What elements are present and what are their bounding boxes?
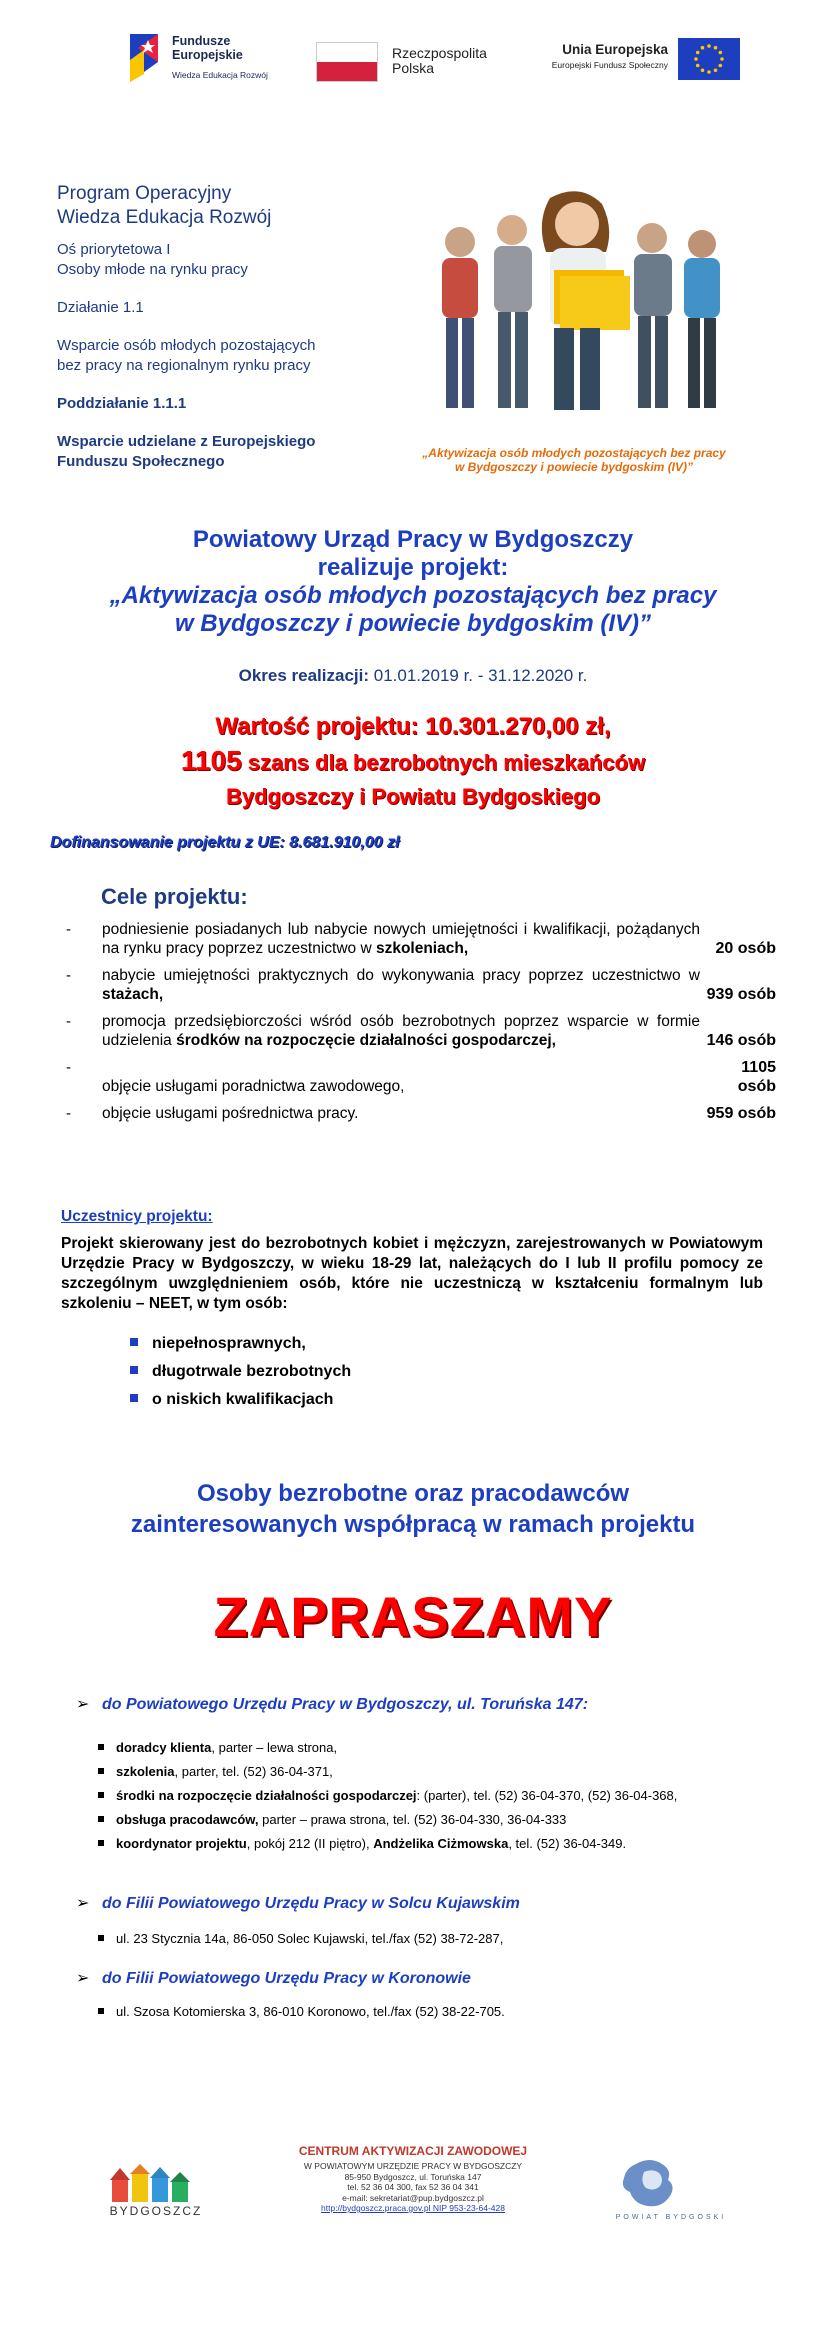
goal-text: objęcie usługami poradnictwa zawodowego,: [102, 1078, 405, 1095]
location-solec-list: [98, 1931, 503, 1955]
location-main-title: ➢ do Powiatowego Urzędu Pracy w Bydgoszczy, ul. Toruńska 147:: [76, 1696, 589, 1713]
dash-bullet: -: [66, 1013, 71, 1030]
sub-measure: Poddziałanie 1.1.1: [57, 395, 187, 412]
polish-flag-icon: [316, 42, 378, 82]
location-koronowo-list: [98, 2004, 505, 2028]
eu-star-icon: [720, 57, 724, 61]
dash-bullet: -: [66, 1105, 71, 1122]
fe-title: Fundusze Europejskie: [172, 34, 243, 62]
square-bullet-icon: [98, 1816, 104, 1822]
goal-count: 959 osób: [706, 1105, 776, 1122]
rzeczpospolita-logo: [316, 38, 506, 84]
eu-star-icon: [696, 51, 700, 55]
website-link[interactable]: http://bydgoszcz.praca.gov.pl NIP 953-23-64-428: [321, 2203, 505, 2213]
participants-description: Projekt skierowany jest do bezrobotnych kobiet i mężczyzn, zarejestrowanych w Powiatowym Urzędzie Pracy w Bydgoszczy, w wieku 18-29 lat, należących do I lub II profilu pomocy ze szczególnym uwzględnieniem osób, które nie uczestniczą w kształceniu formalnym lub szkoleniu – NEET, w tym osób:: [61, 1235, 763, 1312]
goal-text: promocja przedsiębiorczości wśród osób bezrobotnych poprzez wsparcie w formie udzielenia środków na rozpoczęcie działalności gospodarczej,: [102, 1013, 700, 1049]
eu-star-icon: [714, 69, 718, 73]
ue-title: Unia Europejska Europejski Fundusz Społeczny: [551, 42, 668, 70]
powiat-map-icon: [596, 2154, 746, 2212]
eu-flag-icon: [678, 38, 740, 80]
bydgoszcz-label: BYDGOSZCZ: [109, 2204, 203, 2218]
eu-star-icon: [719, 51, 723, 55]
young-people-photo: [414, 184, 736, 414]
goal-count: 939 osób: [706, 986, 776, 1003]
project-headline: Powiatowy Urząd Pracy w Bydgoszczy realizuje projekt: „Aktywizacja osób młodych pozostających bez pracy w Bydgoszczy i powiecie bydgoskim (IV)”: [109, 526, 717, 637]
eu-star-icon: [707, 44, 711, 48]
list-item: o niskich kwalifikacjach: [130, 1390, 351, 1410]
goal-count: 20 osób: [715, 940, 776, 957]
list-item: niepełnosprawnych,: [130, 1334, 351, 1354]
eu-star-icon: [714, 46, 718, 50]
square-bullet-icon: [98, 2008, 104, 2014]
eu-star-icon: [701, 69, 705, 73]
list-item: środki na rozpoczęcie działalności gospodarczej: (parter), tel. (52) 36-04-370, (52) 36-04-368,: [98, 1788, 677, 1804]
goal-count: 1105 osób: [737, 1059, 776, 1095]
eu-star-icon: [696, 64, 700, 68]
participants-list: [130, 1334, 351, 1418]
location-koronowo-title: ➢ do Filii Powiatowego Urzędu Pracy w Koronowie: [76, 1970, 471, 1987]
eu-cofinancing: Dofinansowanie projektu z UE: 8.681.910,00 zł: [50, 834, 400, 851]
arrow-bullet-icon: ➢: [76, 1970, 90, 1987]
list-item: ul. Szosa Kotomierska 3, 86-010 Koronowo, tel./fax (52) 38-22-705.: [98, 2004, 505, 2020]
list-item: koordynator projektu, pokój 212 (II piętro), Andżelika Ciżmowska, tel. (52) 36-04-349.: [98, 1836, 677, 1852]
goal-item: [66, 1058, 776, 1096]
goal-item: [66, 1104, 776, 1123]
square-bullet-icon: [130, 1394, 138, 1402]
square-bullet-icon: [98, 1792, 104, 1798]
program-name: Program Operacyjny Wiedza Edukacja Rozwój: [57, 183, 272, 228]
square-bullet-icon: [130, 1338, 138, 1346]
invite-heading: ZAPRASZAMY: [213, 1585, 613, 1648]
arrow-bullet-icon: ➢: [76, 1895, 90, 1912]
project-value: Wartość projektu: 10.301.270,00 zł, 1105 szans dla bezrobotnych mieszkańców Bydgoszczy i Powiatu Bydgoskiego: [180, 713, 646, 809]
list-item: ul. 23 Stycznia 14a, 86-050 Solec Kujawski, tel./fax (52) 38-72-287,: [98, 1931, 503, 1947]
square-bullet-icon: [98, 1768, 104, 1774]
powiat-bydgoski-logo: [596, 2154, 746, 2224]
eu-star-icon: [701, 46, 705, 50]
measure: Działanie 1.1: [57, 299, 144, 316]
square-bullet-icon: [130, 1366, 138, 1374]
list-item: doradcy klienta, parter – lewa strona,: [98, 1740, 677, 1756]
measure-description: Wsparcie osób młodych pozostających bez pracy na regionalnym rynku pracy: [57, 337, 316, 374]
participants-title: Uczestnicy projektu:: [61, 1208, 213, 1225]
goal-text: podniesienie posiadanych lub nabycie nowych umiejętności i kwalifikacji, pożądanych na rynku pracy poprzez uczestnictwo w szkoleniach,: [102, 921, 700, 957]
goals-title: Cele projektu:: [101, 884, 248, 909]
center-title: CENTRUM AKTYWIZACJI ZAWODOWEJ: [298, 2144, 528, 2158]
goal-item: [66, 1012, 776, 1050]
list-item: długotrwale bezrobotnych: [130, 1362, 351, 1382]
square-bullet-icon: [98, 1840, 104, 1846]
target-audience: Osoby bezrobotne oraz pracodawców zainteresowanych współpracą w ramach projektu: [130, 1480, 696, 1538]
program-intro: [57, 182, 387, 490]
goal-text: nabycie umiejętności praktycznych do wykonywania pracy poprzez uczestnictwo w stażach,: [102, 967, 700, 1003]
goal-count: 146 osób: [706, 1032, 776, 1049]
bydgoszcz-logo: [102, 2164, 210, 2218]
eu-star-icon: [707, 70, 711, 74]
dash-bullet: -: [66, 967, 71, 984]
eu-star-icon: [719, 64, 723, 68]
location-main-list: [98, 1740, 677, 1860]
list-item: szkolenia, parter, tel. (52) 36-04-371,: [98, 1764, 677, 1780]
location-solec-title: ➢ do Filii Powiatowego Urzędu Pracy w Solcu Kujawskim: [76, 1895, 520, 1912]
bydgoszcz-houses-icon: [102, 2164, 210, 2204]
fundusze-europejskie-icon: [128, 30, 166, 86]
efs-support: Wsparcie udzielane z Europejskiego Funduszu Społecznego: [57, 433, 316, 470]
goals-list: [66, 920, 776, 1131]
dash-bullet: -: [66, 1059, 71, 1076]
goal-item: [66, 966, 776, 1004]
goal-item: [66, 920, 776, 958]
dash-bullet: -: [66, 921, 71, 938]
unia-europejska-logo: [540, 38, 740, 86]
square-bullet-icon: [98, 1935, 104, 1941]
arrow-bullet-icon: ➢: [76, 1696, 90, 1713]
photo-caption: „Aktywizacja osób młodych pozostających bez pracy w Bydgoszczy i powiecie bydgoskim (IV)”: [422, 446, 726, 474]
powiat-label: POWIAT BYDGOSKI: [615, 2214, 727, 2221]
list-item: obsługa pracodawców, parter – prawa strona, tel. (52) 36-04-330, 36-04-333: [98, 1812, 677, 1828]
footer-contact: CENTRUM AKTYWIZACJI ZAWODOWEJ W POWIATOWYM URZĘDZIE PRACY W BYDGOSZCZY 85-950 Bydgoszcz, ul. Toruńska 147 tel. 52 36 04 300, fax 52 36 04 341 e-mail: sekretariat@pup.bydgoszcz.pl http://bydgoszcz.praca.gov.pl NIP 953-23-64-428: [280, 2144, 546, 2214]
project-period: Okres realizacji: 01.01.2019 r. - 31.12.2020 r.: [238, 666, 588, 685]
goal-text: objęcie usługami pośrednictwa pracy.: [102, 1105, 359, 1122]
square-bullet-icon: [98, 1744, 104, 1750]
priority-axis: Oś priorytetowa I Osoby młode na rynku pracy: [57, 241, 248, 278]
chances-count: 1105: [180, 745, 242, 776]
eu-star-icon: [694, 57, 698, 61]
fe-subtitle: Wiedza Edukacja Rozwój: [172, 70, 268, 80]
rp-title: Rzeczpospolita Polska: [392, 45, 487, 76]
fundusze-europejskie-logo: [128, 30, 288, 90]
